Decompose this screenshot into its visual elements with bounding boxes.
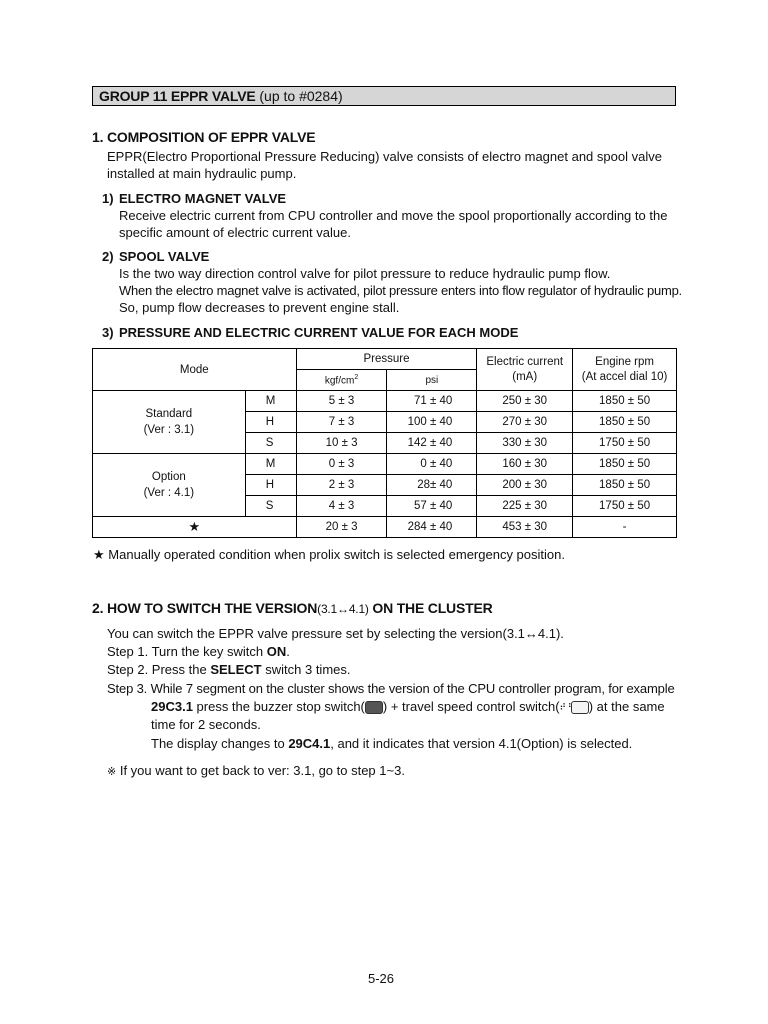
star-footnote-text: Manually operated condition when prolix switch is selected emergency position. (108, 547, 565, 562)
code-29c3-1: 29C3.1 (151, 699, 193, 714)
group-option-version: (Ver : 4.1) (143, 487, 195, 499)
table-cell-rpm: 1850 ± 50 (573, 412, 677, 433)
subsection-1-title: ELECTRO MAGNET VALVE (119, 191, 287, 206)
step-3-line-2-c: ) at the same (588, 699, 665, 714)
table-cell-kgf: 7 ± 3 (296, 412, 387, 433)
header-kgf-superscript: 2 (354, 373, 359, 381)
table-cell-mode: H (245, 412, 296, 433)
table-cell-mode: S (245, 433, 296, 454)
header-engine-rpm-sub: (At accel dial 10) (581, 370, 668, 383)
step-3-line-4-a: The display changes to (151, 736, 289, 751)
table-cell-psi: 71 ± 40 (387, 391, 477, 412)
header-electric-current-label: Electric current (486, 355, 564, 368)
star-row-ma: 453 ± 30 (477, 517, 573, 538)
step-3-line-3: time for 2 seconds. (151, 717, 261, 732)
step-2 (107, 661, 351, 678)
step-2-key: SELECT (210, 662, 262, 677)
table-cell-mode: M (245, 391, 296, 412)
table-cell-mode: M (245, 454, 296, 475)
table-cell-kgf: 0 ± 3 (296, 454, 387, 475)
note-mark-icon: ※ (107, 766, 117, 778)
table-cell-kgf: 2 ± 3 (296, 475, 387, 496)
header-kgf (296, 370, 387, 391)
step-3-line-4 (151, 735, 632, 752)
group-title: GROUP 11 EPPR VALVE (99, 88, 256, 104)
header-kgf-label: kgf/cm (324, 375, 355, 387)
group-standard-label: Standard (145, 408, 193, 420)
header-pressure: Pressure (296, 349, 477, 370)
section-1-title: 1. COMPOSITION OF EPPR VALVE (92, 129, 316, 145)
section-1-body-line-1: EPPR(Electro Proportional Pressure Reducing) valve consists of electro magnet and spool valve (107, 149, 662, 164)
table-cell-rpm: 1750 ± 50 (573, 496, 677, 517)
section-2-title-end: ON THE CLUSTER (368, 600, 493, 616)
group-subtitle: (up to #0284) (255, 88, 343, 104)
section-2-title-version: (3.1↔4.1) (317, 602, 369, 616)
section-1-body-line-2: installed at main hydraulic pump. (107, 166, 297, 181)
header-engine-rpm-label: Engine rpm (595, 355, 654, 368)
star-row-mode: ★ (93, 517, 297, 538)
travel-speed-icon: ⠞⠘ (559, 702, 571, 713)
table-cell-kgf: 5 ± 3 (296, 391, 387, 412)
group-standard (93, 391, 246, 454)
section-2-title (92, 600, 493, 616)
step-1 (107, 643, 290, 660)
header-electric-current-unit: (mA) (512, 370, 538, 383)
table-cell-kgf: 4 ± 3 (296, 496, 387, 517)
table-cell-psi: 0 ± 40 (387, 454, 477, 475)
subsection-2-line-3: So, pump flow decreases to prevent engine stall. (119, 300, 400, 315)
table-cell-mode: H (245, 475, 296, 496)
travel-speed-switch-icon (571, 701, 589, 714)
step-3-line-2 (151, 698, 665, 716)
subsection-2-line-2: When the electro magnet valve is activated, pilot pressure enters into flow regulator of hydraulic pump. (119, 283, 682, 298)
note (107, 762, 405, 781)
section-2-title-main: 2. HOW TO SWITCH THE VERSION (92, 600, 318, 616)
subsection-1-number: 1) (102, 191, 114, 206)
step-3-line-2-b: ) + travel speed control switch( (382, 699, 560, 714)
pressure-current-table (92, 348, 677, 538)
table-cell-kgf: 10 ± 3 (296, 433, 387, 454)
step-2-text: Step 2. Press the (107, 662, 211, 677)
star-icon: ★ (93, 547, 105, 562)
group-option (93, 454, 246, 517)
step-1-key: ON (266, 644, 287, 659)
table-cell-mode: S (245, 496, 296, 517)
star-row-psi: 284 ± 40 (387, 517, 477, 538)
table-cell-rpm: 1750 ± 50 (573, 433, 677, 454)
header-psi: psi (387, 370, 477, 391)
step-1-end: . (286, 644, 290, 659)
table-cell-ma: 250 ± 30 (477, 391, 573, 412)
note-text: If you want to get back to ver: 3.1, go to step 1~3. (119, 763, 405, 778)
subsection-2-line-1: Is the two way direction control valve for pilot pressure to reduce hydraulic pump flow. (119, 266, 611, 281)
page-number: 5-26 (368, 971, 395, 986)
section-2-intro: You can switch the EPPR valve pressure set by selecting the version(3.1↔4.1). (107, 626, 564, 641)
code-29c4-1: 29C4.1 (288, 736, 331, 751)
header-engine-rpm (573, 349, 677, 391)
header-electric-current (477, 349, 573, 391)
star-row-rpm: - (573, 517, 677, 538)
table-cell-psi: 142 ± 40 (387, 433, 477, 454)
step-3-line-2-a: press the buzzer stop switch( (192, 699, 365, 714)
table-cell-rpm: 1850 ± 50 (573, 454, 677, 475)
table-cell-ma: 225 ± 30 (477, 496, 573, 517)
header-mode: Mode (93, 349, 297, 391)
subsection-3-title: PRESSURE AND ELECTRIC CURRENT VALUE FOR EACH MODE (119, 325, 519, 340)
star-footnote (93, 547, 565, 563)
subsection-1-line-2: specific amount of electric current value. (119, 225, 351, 240)
table-cell-ma: 330 ± 30 (477, 433, 573, 454)
table-cell-psi: 28± 40 (387, 475, 477, 496)
buzzer-stop-switch-icon (365, 701, 383, 714)
step-3-line-1: Step 3. While 7 segment on the cluster shows the version of the CPU controller program, for example (107, 681, 675, 696)
subsection-2-title: SPOOL VALVE (119, 249, 210, 264)
table-cell-psi: 100 ± 40 (387, 412, 477, 433)
subsection-3-number: 3) (102, 325, 114, 340)
table-cell-rpm: 1850 ± 50 (573, 475, 677, 496)
step-3-line-4-c: , and it indicates that version 4.1(Option) is selected. (330, 736, 633, 751)
group-option-label: Option (151, 471, 186, 483)
group-standard-version: (Ver : 3.1) (143, 424, 195, 436)
star-row-kgf: 20 ± 3 (296, 517, 387, 538)
table-cell-rpm: 1850 ± 50 (573, 391, 677, 412)
group-header-bar (92, 86, 676, 106)
table-cell-ma: 270 ± 30 (477, 412, 573, 433)
step-1-text: Step 1. Turn the key switch (107, 644, 267, 659)
table-cell-ma: 200 ± 30 (477, 475, 573, 496)
subsection-1-line-1: Receive electric current from CPU controller and move the spool proportionally according to the (119, 208, 668, 223)
step-2-end: switch 3 times. (261, 662, 351, 677)
table-cell-psi: 57 ± 40 (387, 496, 477, 517)
table-cell-ma: 160 ± 30 (477, 454, 573, 475)
subsection-2-number: 2) (102, 249, 114, 264)
